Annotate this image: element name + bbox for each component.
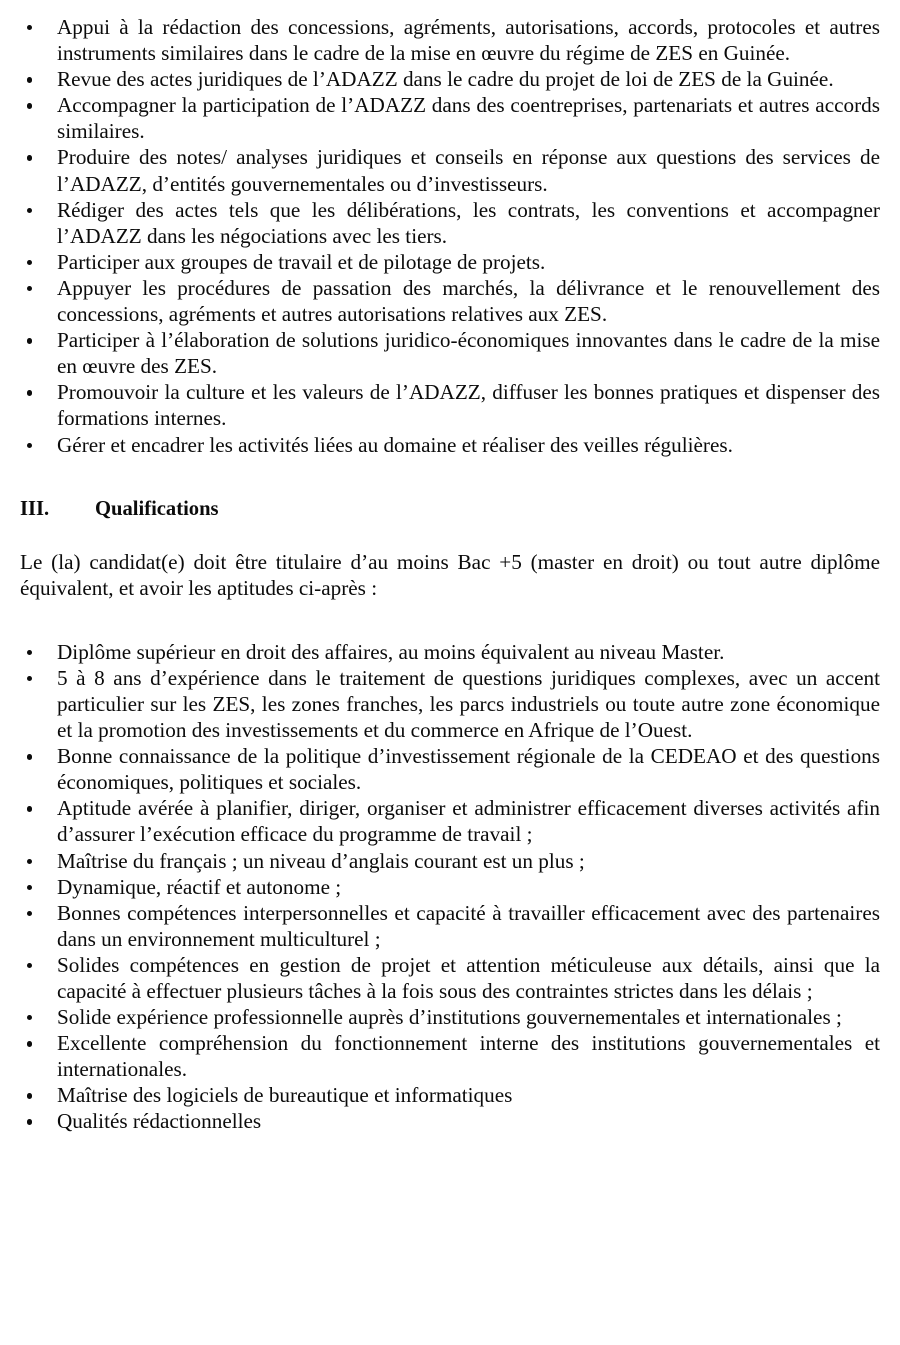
list-item: Participer aux groupes de travail et de pilotage de projets. — [20, 249, 880, 275]
list-item: Bonne connaissance de la politique d’investissement régionale de la CEDEAO et des questions économiques, politiques et sociales. — [20, 743, 880, 795]
section-title: Qualifications — [95, 497, 219, 520]
qualifications-list — [20, 639, 880, 1135]
list-item: Revue des actes juridiques de l’ADAZZ dans le cadre du projet de loi de ZES de la Guinée. — [20, 66, 880, 92]
list-item: Appui à la rédaction des concessions, agréments, autorisations, accords, protocoles et autres instruments similaires dans le cadre de la mise en œuvre du régime de ZES en Guinée. — [20, 14, 880, 66]
list-item: Produire des notes/ analyses juridiques et conseils en réponse aux questions des services de l’ADAZZ, d’entités gouvernementales ou d’investisseurs. — [20, 144, 880, 196]
list-item: Diplôme supérieur en droit des affaires, au moins équivalent au niveau Master. — [20, 639, 880, 665]
list-item: Aptitude avérée à planifier, diriger, organiser et administrer efficacement diverses activités afin d’assurer l’exécution efficace du programme de travail ; — [20, 795, 880, 847]
list-item: Promouvoir la culture et les valeurs de l’ADAZZ, diffuser les bonnes pratiques et dispenser des formations internes. — [20, 379, 880, 431]
list-item: Participer à l’élaboration de solutions juridico-économiques innovantes dans le cadre de la mise en œuvre des ZES. — [20, 327, 880, 379]
spacer — [20, 522, 880, 549]
list-item: Rédiger des actes tels que les délibérations, les contrats, les conventions et accompagner l’ADAZZ dans les négociations avec les tiers. — [20, 197, 880, 249]
list-item: Accompagner la participation de l’ADAZZ dans des coentreprises, partenariats et autres accords similaires. — [20, 92, 880, 144]
list-item: Gérer et encadrer les activités liées au domaine et réaliser des veilles régulières. — [20, 432, 880, 458]
responsibilities-list — [20, 14, 880, 458]
list-item: Appuyer les procédures de passation des marchés, la délivrance et le renouvellement des concessions, agréments et autres autorisations relatives aux ZES. — [20, 275, 880, 327]
list-item: 5 à 8 ans d’expérience dans le traitement de questions juridiques complexes, avec un accent particulier sur les ZES, les zones franches, les parcs industriels ou toute autre zone économique et la promotion des investissements et du commerce en Afrique de l’Ouest. — [20, 665, 880, 743]
spacer — [20, 458, 880, 496]
list-item: Bonnes compétences interpersonnelles et capacité à travailler efficacement avec des partenaires dans un environnement multiculturel ; — [20, 900, 880, 952]
spacer — [20, 601, 880, 639]
list-item: Qualités rédactionnelles — [20, 1108, 880, 1134]
list-item: Dynamique, réactif et autonome ; — [20, 874, 880, 900]
qualifications-intro-paragraph: Le (la) candidat(e) doit être titulaire d’au moins Bac +5 (master en droit) ou tout autre diplôme équivalent, et avoir les aptitudes ci-après : — [20, 549, 880, 600]
list-item: Maîtrise des logiciels de bureautique et informatiques — [20, 1082, 880, 1108]
list-item: Solide expérience professionnelle auprès d’institutions gouvernementales et internationales ; — [20, 1004, 880, 1030]
list-item: Maîtrise du français ; un niveau d’anglais courant est un plus ; — [20, 848, 880, 874]
list-item: Excellente compréhension du fonctionnement interne des institutions gouvernementales et internationales. — [20, 1030, 880, 1082]
list-item: Solides compétences en gestion de projet et attention méticuleuse aux détails, ainsi que la capacité à effectuer plusieurs tâches à la fois sous des contraintes strictes dans les délais ; — [20, 952, 880, 1004]
section-heading-qualifications — [20, 496, 880, 522]
section-numeral: III. — [20, 497, 50, 520]
